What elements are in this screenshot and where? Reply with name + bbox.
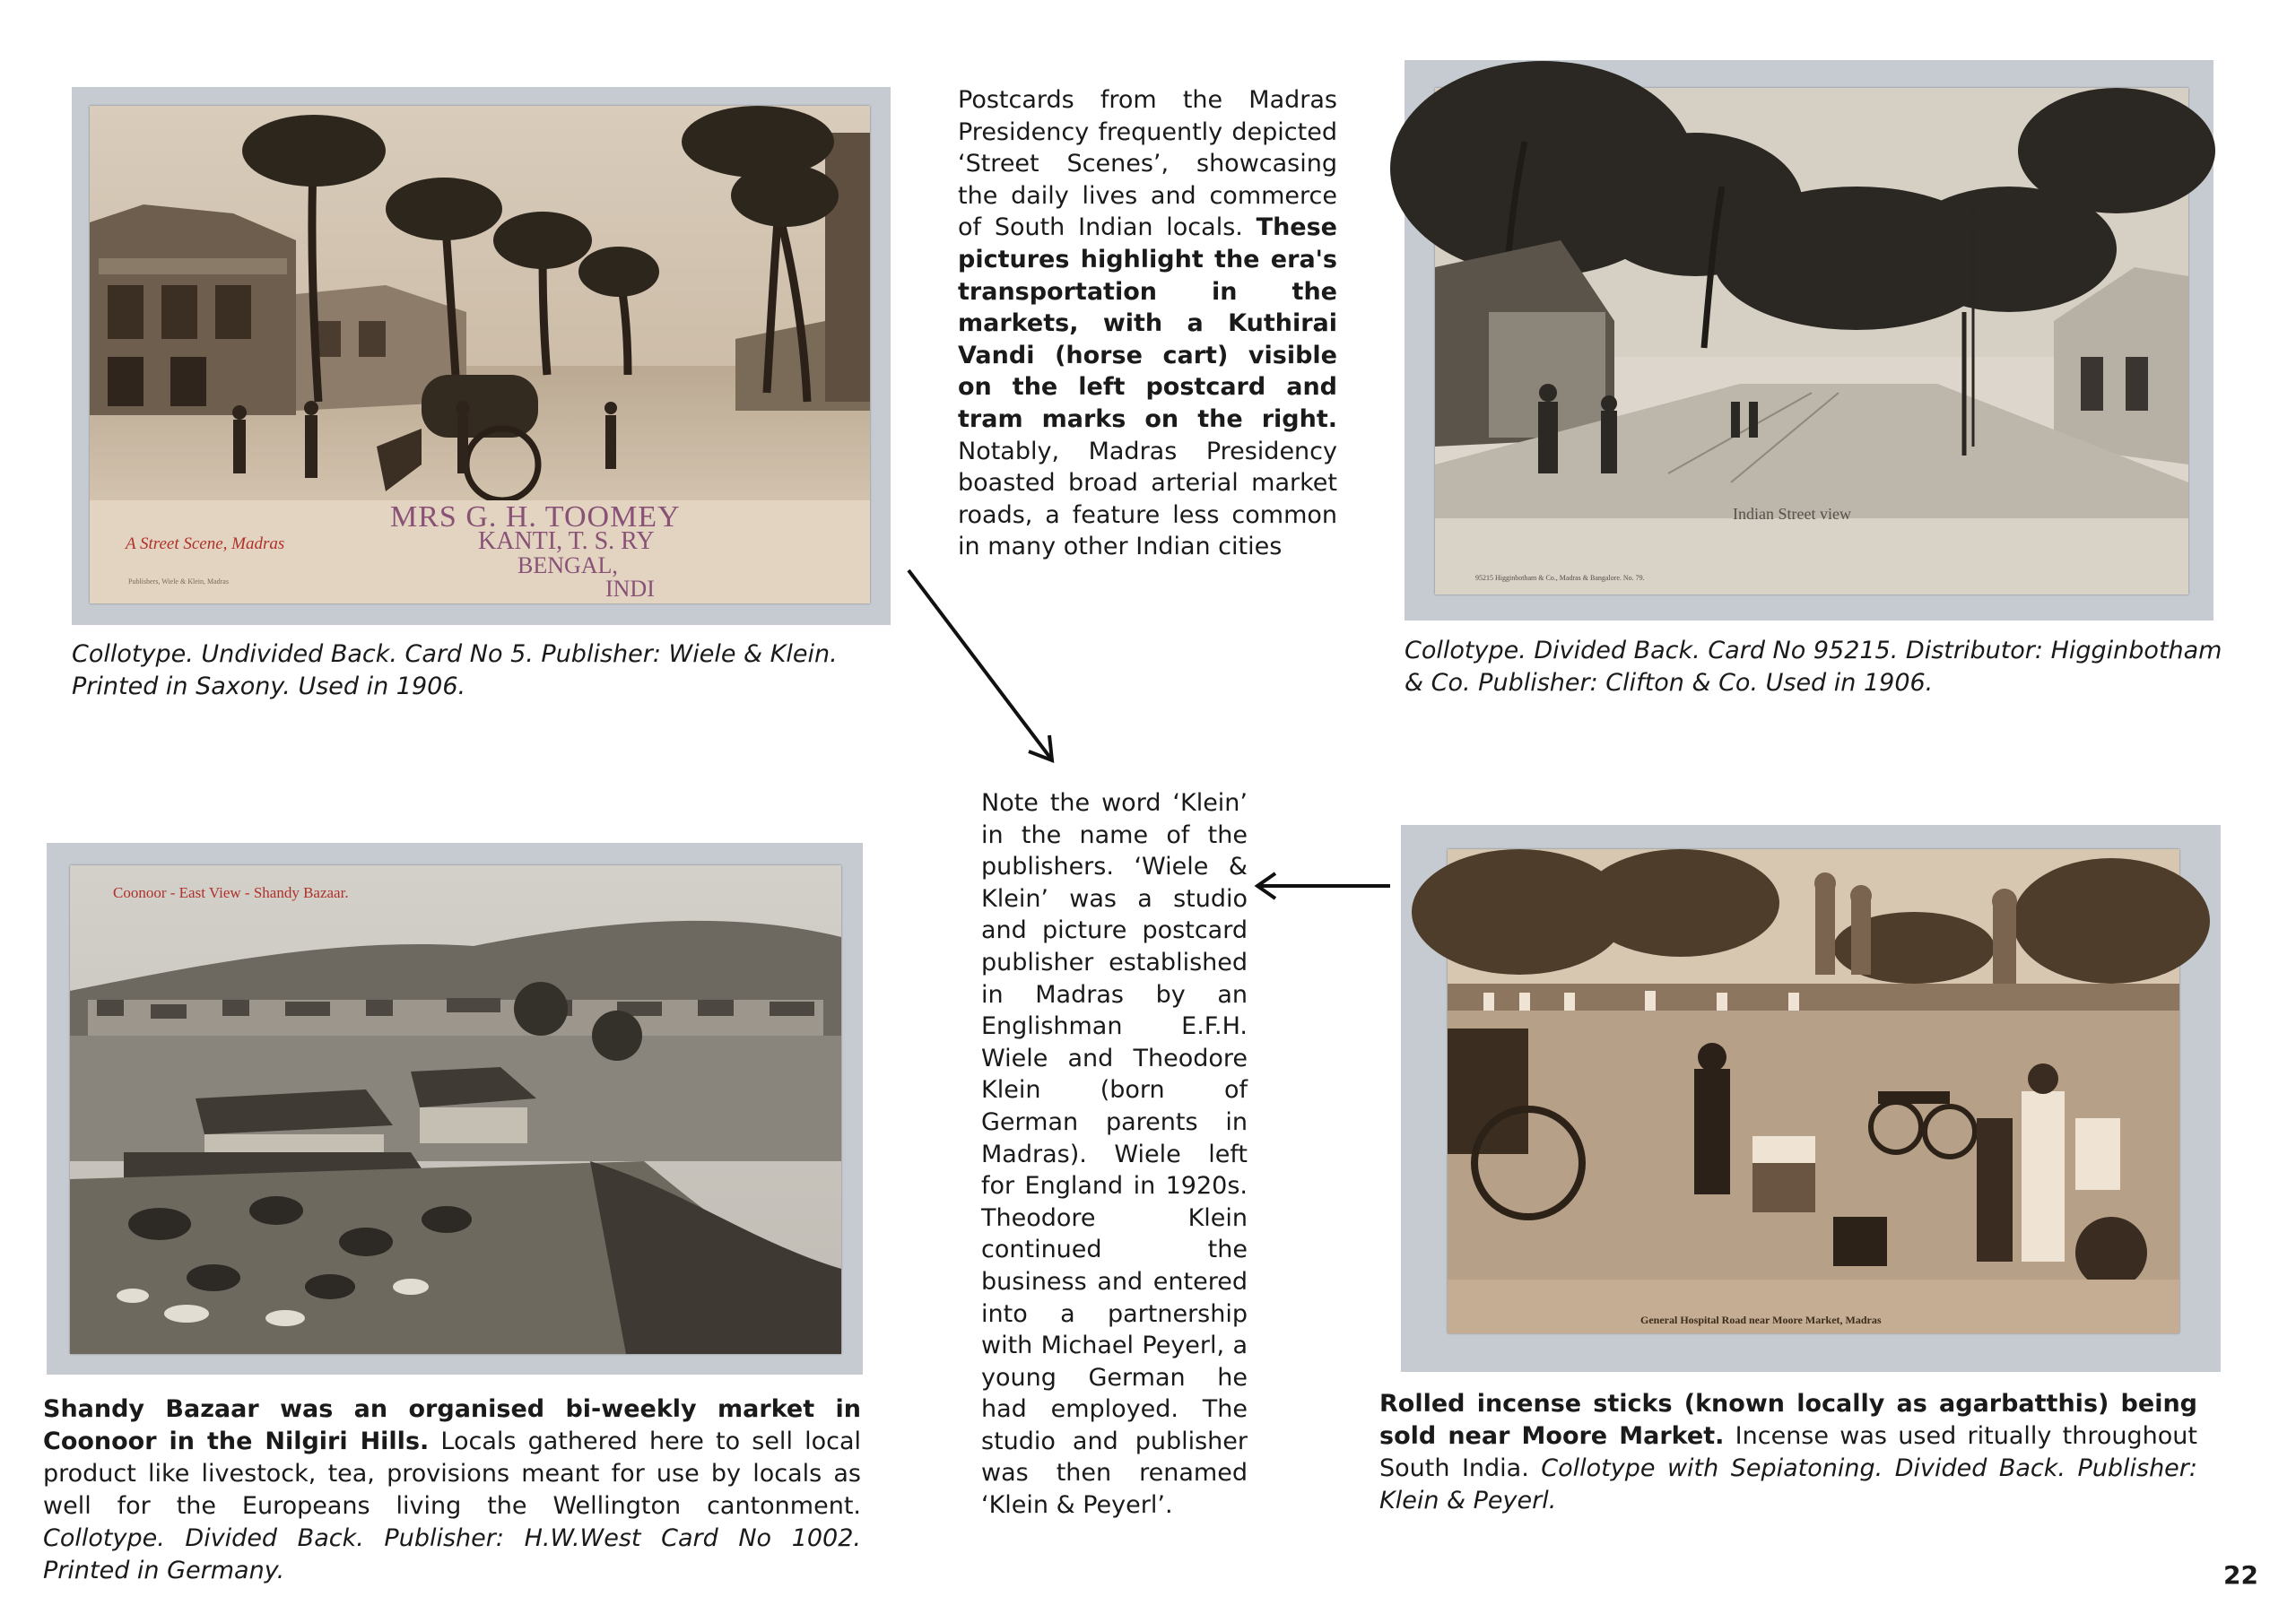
intro-text-normal-1: Postcards from the Madras Presidency frequently depicted ‘Street Scenes’, showcasing the daily lives and commerce of South Indian locals.	[958, 86, 1337, 242]
street-scene-printed-title: A Street Scene, Madras	[126, 534, 285, 553]
caption-coonoor	[43, 1393, 861, 1587]
postmark-stamp	[381, 500, 681, 603]
caption-indian-street-view: Collotype. Divided Back. Card No 95215. Distributor: Higginbotham & Co. Publisher: Clifton & Co. Used in 1906.	[1405, 637, 2222, 697]
stamp-line-4: INDI	[605, 576, 655, 602]
indian-street-view-printed-title: Indian Street view	[1733, 505, 1851, 523]
stamp-line-3: BENGAL,	[517, 552, 618, 578]
intro-text-bold: These pictures highlight the era's transportation in the markets, with a Kuthirai Vandi (horse cart) visible on the left postcard and tram marks on the right.	[958, 213, 1337, 433]
moore-market-caption-italic: Collotype with Sepiatoning. Divided Back. Publisher: Klein & Peyerl.	[1379, 1454, 2197, 1515]
coonoor-caption-italic: Collotype. Divided Back. Publisher: H.W.West Card No 1002. Printed in Germany.	[43, 1524, 861, 1584]
coonoor-caption-regular: Locals gathered here to sell local product like livestock, tea, provisions meant for use by locals as well for the Europeans living the Wellington cantonment.	[43, 1428, 861, 1520]
moore-market-printed-title: General Hospital Road near Moore Market, Madras	[1640, 1314, 1882, 1326]
intro-text-normal-2: Notably, Madras Presidency boasted broad arterial market roads, a feature less common in many other Indian cities	[958, 437, 1337, 561]
arrow-diagonal	[901, 565, 1072, 771]
moore-market-caption-bold: Rolled incense sticks (known locally as agarbatthis) being sold near Moore Market.	[1379, 1390, 2197, 1450]
coonoor-photo	[70, 865, 841, 1354]
stamp-line-1: MRS G. H. TOOMEY	[390, 500, 681, 534]
moore-market-caption-regular: Incense was used ritually throughout South India.	[1379, 1422, 2197, 1482]
postcard-moore-market	[1448, 849, 2179, 1333]
klein-note: Note the word ‘Klein’ in the name of the publishers. ‘Wiele & Klein’ was a studio and picture postcard publisher established in Madras by an Englishman E.F.H. Wiele and Theodore Klein (born of German parents in Madras). Wiele left for England in 1920s. Theodore Klein continued the business and entered into a partnership with Michael Peyerl, a young German he had employed. The studio and publisher was then renamed ‘Klein & Peyerl’.	[981, 789, 1248, 1520]
caption-street-scene: Collotype. Undivided Back. Card No 5. Publisher: Wiele & Klein. Printed in Saxony. Used in 1906.	[72, 640, 838, 700]
coonoor-printed-title: Coonoor - East View - Shandy Bazaar.	[113, 884, 349, 901]
indian-street-view-printed-publisher: 95215 Higginbotham & Co., Madras & Bangalore. No. 79.	[1475, 574, 1645, 582]
page-number: 22	[2223, 1560, 2258, 1590]
postcard-coonoor	[70, 865, 841, 1354]
street-scene-printed-publisher: Publishers, Wiele & Klein, Madras	[128, 577, 229, 586]
arrow-left	[1252, 870, 1394, 902]
caption-moore-market	[1379, 1388, 2197, 1517]
coonoor-caption-bold: Shandy Bazaar was an organised bi-weekly market in Coonoor in the Nilgiri Hills.	[43, 1395, 861, 1455]
intro-paragraph	[958, 84, 1337, 563]
moore-market-photo	[1448, 849, 2179, 1333]
stamp-line-2: KANTI, T. S. RY	[478, 527, 655, 555]
